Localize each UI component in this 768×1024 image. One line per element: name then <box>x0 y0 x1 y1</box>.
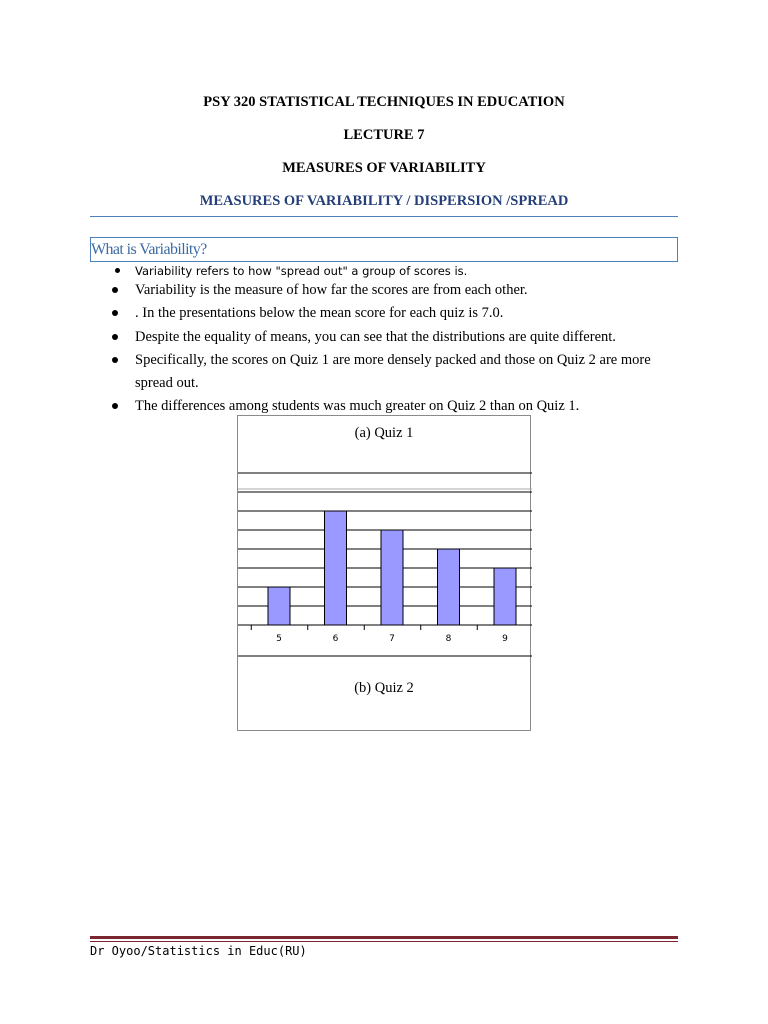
footer-rule <box>90 936 678 939</box>
bullet-text-small: Variability refers to how "spread out" a group of scores is. <box>135 264 468 278</box>
bar-5 <box>268 587 290 625</box>
course-title: PSY 320 STATISTICAL TECHNIQUES IN EDUCATION <box>203 94 565 110</box>
bar-6 <box>325 511 347 625</box>
lecture-number: LECTURE 7 <box>343 127 425 143</box>
x-tick-label: 8 <box>445 634 452 644</box>
bar-7 <box>381 530 403 625</box>
bullet-text: . In the presentations below the mean score for each quiz is 7.0. <box>135 305 504 321</box>
bullet-dot <box>112 287 118 293</box>
bullet-dot <box>115 268 120 273</box>
lecture-topic: MEASURES OF VARIABILITY <box>282 160 486 176</box>
footer-text: Dr Oyoo/Statistics in Educ(RU) <box>90 944 307 958</box>
bullet-text: Specifically, the scores on Quiz 1 are more densely packed and those on Quiz 2 are more <box>135 352 651 368</box>
section-heading: What is Variability? <box>91 241 207 258</box>
bullet-dot <box>112 310 118 316</box>
bullet-text: Despite the equality of means, you can see that the distributions are quite different. <box>135 329 616 345</box>
x-tick-label: 9 <box>502 634 508 644</box>
x-tick-label: 6 <box>332 634 339 644</box>
bullet-text-continued: spread out. <box>135 375 199 391</box>
section-subtitle: MEASURES OF VARIABILITY / DISPERSION /SPREAD <box>199 193 569 209</box>
bullet-dot <box>112 403 118 409</box>
bullet-dot <box>112 357 118 363</box>
bullet-text: Variability is the measure of how far the scores are from each other. <box>135 282 528 298</box>
section-heading-box <box>90 237 678 262</box>
chart-title: (a) Quiz 1 <box>354 425 414 441</box>
chart-caption: (b) Quiz 2 <box>354 680 414 696</box>
chart-frame <box>237 415 531 731</box>
bullet-dot <box>112 334 118 340</box>
bullet-text: The differences among students was much greater on Quiz 2 than on Quiz 1. <box>135 398 580 414</box>
header-divider <box>90 216 678 217</box>
bar-9 <box>494 568 516 625</box>
bar-8 <box>438 549 460 625</box>
footer-rule-thin <box>90 941 678 942</box>
x-tick-label: 5 <box>276 634 282 644</box>
x-tick-label: 7 <box>389 634 395 644</box>
